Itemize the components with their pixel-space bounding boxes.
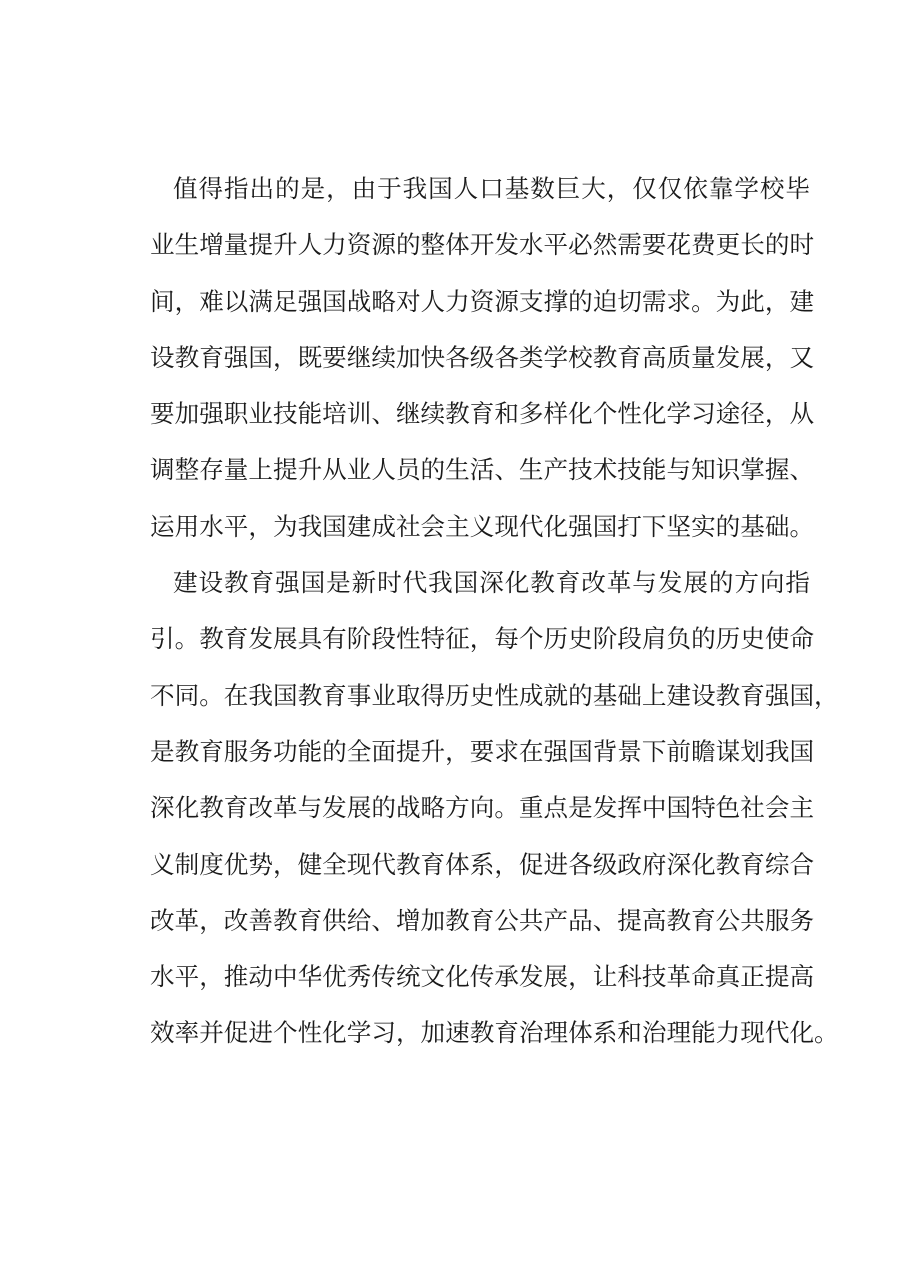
paragraph-line: 水平，推动中华优秀传统文化传承发展，让科技革命真正提高	[150, 962, 815, 992]
paragraph-2	[150, 555, 839, 1062]
paragraph-line: 义制度优势，健全现代教育体系，促进各级政府深化教育综合	[150, 849, 815, 879]
paragraph-line: 值得指出的是，由于我国人口基数巨大，仅仅依靠学校毕	[173, 174, 810, 203]
paragraph-1	[150, 161, 815, 555]
paragraph-line: 业生增量提升人力资源的整体开发水平必然需要花费更长的时	[150, 230, 815, 260]
paragraph-line: 不同。在我国教育事业取得历史性成就的基础上建设教育强国，	[150, 680, 839, 710]
paragraph-line: 调整存量上提升从业人员的生活、生产技术技能与知识掌握、	[150, 455, 815, 485]
paragraph-line: 要加强职业技能培训、继续教育和多样化个性化学习途径，从	[150, 399, 815, 429]
paragraph-line: 运用水平，为我国建成社会主义现代化强国打下坚实的基础。	[150, 511, 815, 541]
body-text	[150, 161, 839, 1062]
paragraph-line: 间，难以满足强国战略对人力资源支撑的迫切需求。为此，建	[150, 286, 815, 316]
paragraph-line: 是教育服务功能的全面提升，要求在强国背景下前瞻谋划我国	[150, 736, 815, 766]
paragraph-line: 效率并促进个性化学习，加速教育治理体系和治理能力现代化。	[150, 1018, 839, 1048]
paragraph-line: 改革，改善教育供给、增加教育公共产品、提高教育公共服务	[150, 905, 815, 935]
paragraph-line: 深化教育改革与发展的战略方向。重点是发挥中国特色社会主	[150, 793, 815, 823]
paragraph-line: 设教育强国，既要继续加快各级各类学校教育高质量发展，又	[150, 342, 815, 372]
paragraph-line: 建设教育强国是新时代我国深化教育改革与发展的方向指	[173, 568, 810, 598]
paragraph-line: 引。教育发展具有阶段性特征，每个历史阶段肩负的历史使命	[150, 624, 815, 654]
